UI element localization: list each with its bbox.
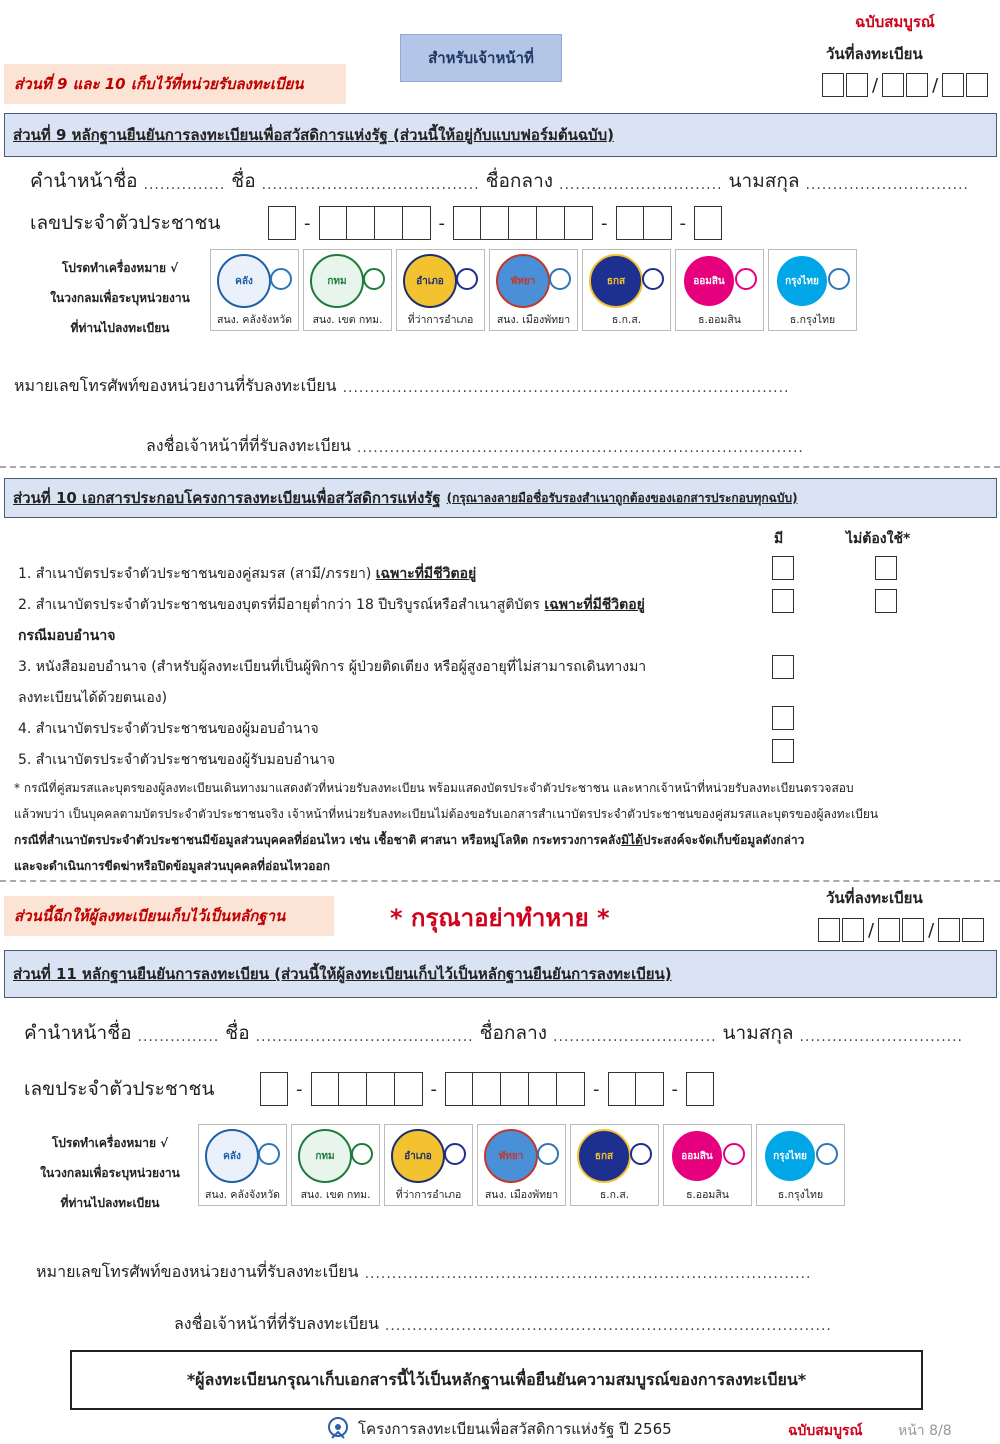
id-group-4[interactable]	[616, 206, 672, 240]
section-10-title	[4, 478, 997, 518]
footer-page-number: หน้า 8/8	[898, 1423, 952, 1439]
registration-date-boxes[interactable]	[822, 73, 988, 97]
date-year-digit-2[interactable]	[962, 918, 984, 942]
section-9-agency-list	[210, 249, 857, 331]
agency-select-circle[interactable]	[735, 268, 757, 290]
date-year-digit-2[interactable]	[966, 73, 988, 97]
id-digit-box[interactable]	[260, 1072, 288, 1106]
section-10-title-sub: (กรุณาลงลายมือชื่อรับรองสำเนาถูกต้องของเอกสารประกอบทุกฉบับ)	[446, 490, 798, 505]
id-digit-box[interactable]	[395, 1072, 423, 1106]
registration-date-label: วันที่ลงทะเบียน	[826, 45, 923, 63]
agency-option[interactable]	[384, 1124, 473, 1206]
id-group-3[interactable]	[445, 1072, 585, 1106]
agency-logo-icon: ออมสิน	[670, 1129, 724, 1183]
first-name-field[interactable]: ........................................	[261, 177, 480, 193]
agency-option[interactable]	[198, 1124, 287, 1206]
date-day-digit-2[interactable]	[846, 73, 868, 97]
doc-item-2-have-checkbox[interactable]	[772, 589, 794, 613]
agency-logo-icon: กรุงไทย	[763, 1129, 817, 1183]
agency-caption: สนง. เขต กทม.	[312, 314, 383, 326]
section-11-phone-row	[36, 1260, 812, 1285]
agency-select-circle[interactable]	[816, 1143, 838, 1165]
doc-item-1-have-checkbox[interactable]	[772, 556, 794, 580]
section-9-mark-instruction	[20, 253, 220, 343]
phone-field[interactable]: ..................................................................................	[364, 1266, 812, 1282]
section-11-id-row: เลขประจำตัวประชาชน - - - -	[24, 1072, 714, 1106]
mark-instruction-line: ในวงกลมเพื่อระบุหน่วยงาน	[40, 1166, 180, 1180]
middle-name-label: ชื่อกลาง	[485, 170, 554, 192]
tear-off-date-label: วันที่ลงทะเบียน	[826, 889, 923, 907]
id-group-1[interactable]	[260, 1072, 288, 1106]
first-name-label: ชื่อ	[231, 170, 256, 192]
prefix-label: คำนำหน้าชื่อ	[24, 1022, 132, 1044]
section-9-name-row	[30, 166, 969, 196]
section-9-sign-row	[146, 434, 804, 459]
footer-version: ฉบับสมบูรณ์	[788, 1423, 863, 1439]
agency-caption: ธ.ก.ส.	[611, 314, 642, 326]
agency-logo-icon: กทม	[310, 254, 364, 308]
doc-item-2-emphasis: เฉพาะที่มีชีวิตอยู่	[544, 597, 645, 613]
id-digit-box[interactable]	[616, 206, 644, 240]
tear-off-tag: ส่วนนี้ฉีกให้ผู้ลงทะเบียนเก็บไว้เป็นหลักฐาน	[4, 896, 334, 936]
agency-option[interactable]	[582, 249, 671, 331]
doc-item-5: 5. สำเนาบัตรประจำตัวประชาชนของผู้รับมอบอำนาจ	[18, 752, 336, 768]
mark-instruction-line: ที่ท่านไปลงทะเบียน	[70, 321, 170, 335]
section-11-title	[4, 950, 997, 998]
doc-item-1-text: 1. สำเนาบัตรประจำตัวประชาชนของคู่สมรส (สามี/ภรรยา)	[18, 566, 372, 582]
date-day-digit-1[interactable]	[818, 918, 840, 942]
doc-item-1-emphasis: เฉพาะที่มีชีวิตอยู่	[375, 566, 477, 582]
doc-item-4-have-checkbox[interactable]	[772, 706, 794, 730]
column-have: มี	[774, 531, 784, 547]
mark-instruction-line: โปรดทำเครื่องหมาย √	[61, 261, 179, 275]
date-month-digit-1[interactable]	[878, 918, 900, 942]
officer-sign-label: ลงชื่อเจ้าหน้าที่ที่รับลงทะเบียน	[146, 436, 351, 455]
phone-label: หมายเลขโทรศัพท์ของหน่วยงานที่รับลงทะเบียน	[14, 376, 337, 395]
middle-name-field[interactable]: ..............................	[559, 177, 723, 193]
phone-label: หมายเลขโทรศัพท์ของหน่วยงานที่รับลงทะเบียน	[36, 1262, 359, 1281]
section-9-id-row: เลขประจำตัวประชาชน - - - -	[30, 206, 722, 240]
id-digit-box[interactable]	[694, 206, 722, 240]
agency-caption: สนง. เมืองพัทยา	[484, 1189, 559, 1201]
first-name-field[interactable]: ........................................	[255, 1029, 474, 1045]
id-group-1[interactable]	[268, 206, 296, 240]
section-divider	[0, 466, 1000, 468]
id-digit-box[interactable]	[537, 206, 565, 240]
note-line-bold	[14, 827, 878, 853]
section-9-title-text: ส่วนที่ 9 หลักฐานยืนยันการลงทะเบียนเพื่อสวัสดิการแห่งรัฐ (ส่วนนี้ให้อยู่กับแบบฟอร์มต้นฉบับ)	[13, 126, 614, 144]
prefix-label: คำนำหน้าชื่อ	[30, 170, 138, 192]
phone-field[interactable]: ..................................................................................	[342, 380, 790, 396]
date-day-digit-1[interactable]	[822, 73, 844, 97]
id-group-2[interactable]	[319, 206, 431, 240]
first-name-label: ชื่อ	[225, 1022, 250, 1044]
id-digit-box[interactable]	[481, 206, 509, 240]
agency-caption: สนง. คลังจังหวัด	[217, 314, 292, 326]
agency-caption: สนง. เขต กทม.	[300, 1189, 371, 1201]
doc-item-1	[18, 563, 476, 585]
doc-item-4: 4. สำเนาบัตรประจำตัวประชาชนของผู้มอบอำนาจ	[18, 721, 319, 737]
note-line-bold: และจะดำเนินการขีดฆ่าหรือปิดข้อมูลส่วนบุคคลที่อ่อนไหวออก	[14, 859, 330, 873]
agency-caption: ธ.กรุงไทย	[789, 314, 836, 326]
agency-caption: สนง. เมืองพัทยา	[496, 314, 571, 326]
id-digit-box[interactable]	[636, 1072, 664, 1106]
id-digit-box[interactable]	[686, 1072, 714, 1106]
id-digit-box[interactable]	[608, 1072, 636, 1106]
id-digit-box[interactable]	[565, 206, 593, 240]
complete-version-label: ฉบับสมบูรณ์	[855, 13, 935, 31]
date-day-digit-2[interactable]	[842, 918, 864, 942]
id-digit-box[interactable]	[339, 1072, 367, 1106]
agency-option[interactable]	[768, 249, 857, 331]
agency-logo-icon: คลัง	[217, 254, 271, 308]
agency-logo-icon: ธกส	[577, 1129, 631, 1183]
section-11-agency-list	[198, 1124, 845, 1206]
id-digit-box[interactable]	[268, 206, 296, 240]
date-month-digit-1[interactable]	[882, 73, 904, 97]
agency-option[interactable]	[663, 1124, 752, 1206]
date-separator: /	[868, 920, 875, 941]
surname-label: นามสกุล	[722, 1022, 794, 1044]
officer-sign-field[interactable]: ..................................................................................	[356, 440, 804, 456]
id-digit-box[interactable]	[644, 206, 672, 240]
surname-label: นามสกุล	[728, 170, 800, 192]
mark-instruction-line: ในวงกลมเพื่อระบุหน่วยงาน	[50, 291, 190, 305]
ministry-emblem-icon	[326, 1416, 350, 1442]
agency-select-circle[interactable]	[537, 1143, 559, 1165]
date-month-digit-2[interactable]	[902, 918, 924, 942]
officer-sign-field[interactable]: ..................................................................................	[384, 1318, 832, 1334]
id-digit-box[interactable]	[557, 1072, 585, 1106]
date-separator: /	[872, 75, 879, 96]
id-digit-box[interactable]	[403, 206, 431, 240]
id-group-2[interactable]	[311, 1072, 423, 1106]
section-9-phone-row	[14, 374, 790, 399]
agency-logo-icon: คลัง	[205, 1129, 259, 1183]
keep-document-notice: *ผู้ลงทะเบียนกรุณาเก็บเอกสารนี้ไว้เป็นหลักฐานเพื่อยืนยันความสมบูรณ์ของการลงทะเบียน*	[70, 1350, 923, 1410]
id-group-5[interactable]	[686, 1072, 714, 1106]
agency-select-circle[interactable]	[456, 268, 478, 290]
agency-select-circle[interactable]	[723, 1143, 745, 1165]
agency-select-circle[interactable]	[549, 268, 571, 290]
agency-select-circle[interactable]	[363, 268, 385, 290]
middle-name-label: ชื่อกลาง	[479, 1022, 548, 1044]
mark-instruction-line: ที่ท่านไปลงทะเบียน	[60, 1196, 160, 1210]
agency-select-circle[interactable]	[642, 268, 664, 290]
id-group-5[interactable]	[694, 206, 722, 240]
keep-at-office-tag: ส่วนที่ 9 และ 10 เก็บไว้ที่หน่วยรับลงทะเบียน	[4, 64, 346, 104]
agency-select-circle[interactable]	[270, 268, 292, 290]
agency-caption: สนง. คลังจังหวัด	[205, 1189, 280, 1201]
agency-option[interactable]	[396, 249, 485, 331]
id-digit-box[interactable]	[319, 206, 347, 240]
id-digit-box[interactable]	[445, 1072, 473, 1106]
section-10-note	[14, 775, 878, 879]
note-line: * กรณีที่คู่สมรสและบุตรของผู้ลงทะเบียนเดินทางมาแสดงตัวที่หน่วยรับลงทะเบียน พร้อมแสดงบัตรประจำตัวประชาชน และหากเจ้าหน้าที่หน่วยรับลงทะเบียนตรวจสอบ	[14, 781, 854, 795]
official-use-badge: สำหรับเจ้าหน้าที่	[400, 34, 562, 82]
tear-off-date-boxes[interactable]	[818, 918, 984, 942]
agency-option[interactable]	[291, 1124, 380, 1206]
doc-item-2-text: 2. สำเนาบัตรประจำตัวประชาชนของบุตรที่มีอายุต่ำกว่า 18 ปีบริบูรณ์หรือสำเนาสูติบัตร	[18, 597, 540, 613]
date-year-digit-1[interactable]	[938, 918, 960, 942]
id-group-3[interactable]	[453, 206, 593, 240]
id-digit-box[interactable]	[375, 206, 403, 240]
agency-caption: ที่ว่าการอำเภอ	[407, 314, 474, 326]
agency-logo-icon: ออมสิน	[682, 254, 736, 308]
footer-project-text: โครงการลงทะเบียนเพื่อสวัสดิการแห่งรัฐ ปี 2565	[358, 1420, 672, 1438]
note-line: แล้วพบว่า เป็นบุคคลตามบัตรประจำตัวประชาชนจริง เจ้าหน้าที่หน่วยรับลงทะเบียนไม่ต้องขอรับเอกสารสำเนาบัตรประจำตัวประชาชนของคู่สมรสและบุตรของผู้ลงทะเบียน	[14, 807, 879, 821]
note-emphasis: มิได้	[621, 833, 643, 847]
doc-item-3-line-2: ลงทะเบียนได้ด้วยตนเอง)	[18, 690, 168, 706]
agency-logo-icon: อำเภอ	[403, 254, 457, 308]
agency-logo-icon: อำเภอ	[391, 1129, 445, 1183]
agency-select-circle[interactable]	[258, 1143, 280, 1165]
agency-option[interactable]	[303, 249, 392, 331]
agency-option[interactable]	[756, 1124, 845, 1206]
note-line-part: กรณีที่สำเนาบัตรประจำตัวประชาชนมีข้อมูลส่วนบุคคลที่อ่อนไหว เช่น เชื้อชาติ ศาสนา หรือหมู่โลหิต กระทรวงการคลัง	[14, 833, 622, 847]
agency-select-circle[interactable]	[828, 268, 850, 290]
section-11-sign-row	[174, 1312, 832, 1337]
agency-option[interactable]	[477, 1124, 566, 1206]
doc-item-5-have-checkbox[interactable]	[772, 739, 794, 763]
mark-instruction-line: โปรดทำเครื่องหมาย √	[51, 1136, 169, 1150]
section-11-name-row	[24, 1018, 963, 1048]
id-digit-box[interactable]	[311, 1072, 339, 1106]
section-11-title-text: ส่วนที่ 11 หลักฐานยืนยันการลงทะเบียน (ส่วนนี้ให้ผู้ลงทะเบียนเก็บไว้เป็นหลักฐานยืนยันการลงทะเบียน)	[13, 965, 672, 983]
footer-project	[326, 1416, 672, 1442]
id-number-label: เลขประจำตัวประชาชน	[24, 1078, 215, 1100]
agency-option[interactable]	[210, 249, 299, 331]
doc-item-3-line-1: 3. หนังสือมอบอำนาจ (สำหรับผู้ลงทะเบียนที่เป็นผู้พิการ ผู้ป่วยติดเตียง หรือผู้สูงอายุที่ไม่สามารถเดินทางมา	[18, 659, 647, 675]
id-digit-box[interactable]	[347, 206, 375, 240]
agency-caption: ธ.ก.ส.	[599, 1189, 630, 1201]
prefix-field[interactable]: ...............	[143, 177, 226, 193]
agency-logo-icon: ธกส	[589, 254, 643, 308]
do-not-lose-warning: * กรุณาอย่าทำหาย *	[390, 904, 610, 932]
agency-logo-icon: พัทยา	[484, 1129, 538, 1183]
section-10-title-text: ส่วนที่ 10 เอกสารประกอบโครงการลงทะเบียนเพื่อสวัสดิการแห่งรัฐ	[13, 489, 441, 507]
id-digit-box[interactable]	[509, 206, 537, 240]
agency-option[interactable]	[570, 1124, 659, 1206]
agency-option[interactable]	[675, 249, 764, 331]
prefix-field[interactable]: ...............	[137, 1029, 220, 1045]
id-digit-box[interactable]	[367, 1072, 395, 1106]
agency-select-circle[interactable]	[351, 1143, 373, 1165]
agency-caption: ธ.ออมสิน	[686, 1189, 729, 1201]
officer-sign-label: ลงชื่อเจ้าหน้าที่ที่รับลงทะเบียน	[174, 1314, 379, 1333]
doc-item-1-not-needed-checkbox[interactable]	[875, 556, 897, 580]
date-month-digit-2[interactable]	[906, 73, 928, 97]
date-year-digit-1[interactable]	[942, 73, 964, 97]
agency-logo-icon: กรุงไทย	[775, 254, 829, 308]
id-number-label: เลขประจำตัวประชาชน	[30, 212, 221, 234]
middle-name-field[interactable]: ..............................	[553, 1029, 717, 1045]
agency-caption: ที่ว่าการอำเภอ	[395, 1189, 462, 1201]
date-separator: /	[932, 75, 939, 96]
id-digit-box[interactable]	[529, 1072, 557, 1106]
agency-caption: ธ.กรุงไทย	[777, 1189, 824, 1201]
date-separator: /	[928, 920, 935, 941]
proxy-heading: กรณีมอบอำนาจ	[18, 628, 116, 644]
note-line-part: ประสงค์จะจัดเก็บข้อมูลดังกล่าว	[642, 833, 805, 847]
section-11-mark-instruction	[10, 1128, 210, 1218]
agency-logo-icon: พัทยา	[496, 254, 550, 308]
section-9-title	[4, 113, 997, 157]
tear-off-line	[0, 880, 1000, 882]
agency-option[interactable]	[489, 249, 578, 331]
agency-select-circle[interactable]	[630, 1143, 652, 1165]
agency-select-circle[interactable]	[444, 1143, 466, 1165]
doc-item-2	[18, 594, 645, 616]
id-group-4[interactable]	[608, 1072, 664, 1106]
agency-caption: ธ.ออมสิน	[698, 314, 741, 326]
id-digit-box[interactable]	[453, 206, 481, 240]
doc-item-3-have-checkbox[interactable]	[772, 655, 794, 679]
doc-item-2-not-needed-checkbox[interactable]	[875, 589, 897, 613]
id-digit-box[interactable]	[473, 1072, 501, 1106]
id-digit-box[interactable]	[501, 1072, 529, 1106]
column-not-needed: ไม่ต้องใช้*	[846, 531, 911, 547]
surname-field[interactable]: ..............................	[805, 177, 969, 193]
agency-logo-icon: กทม	[298, 1129, 352, 1183]
surname-field[interactable]: ..............................	[799, 1029, 963, 1045]
